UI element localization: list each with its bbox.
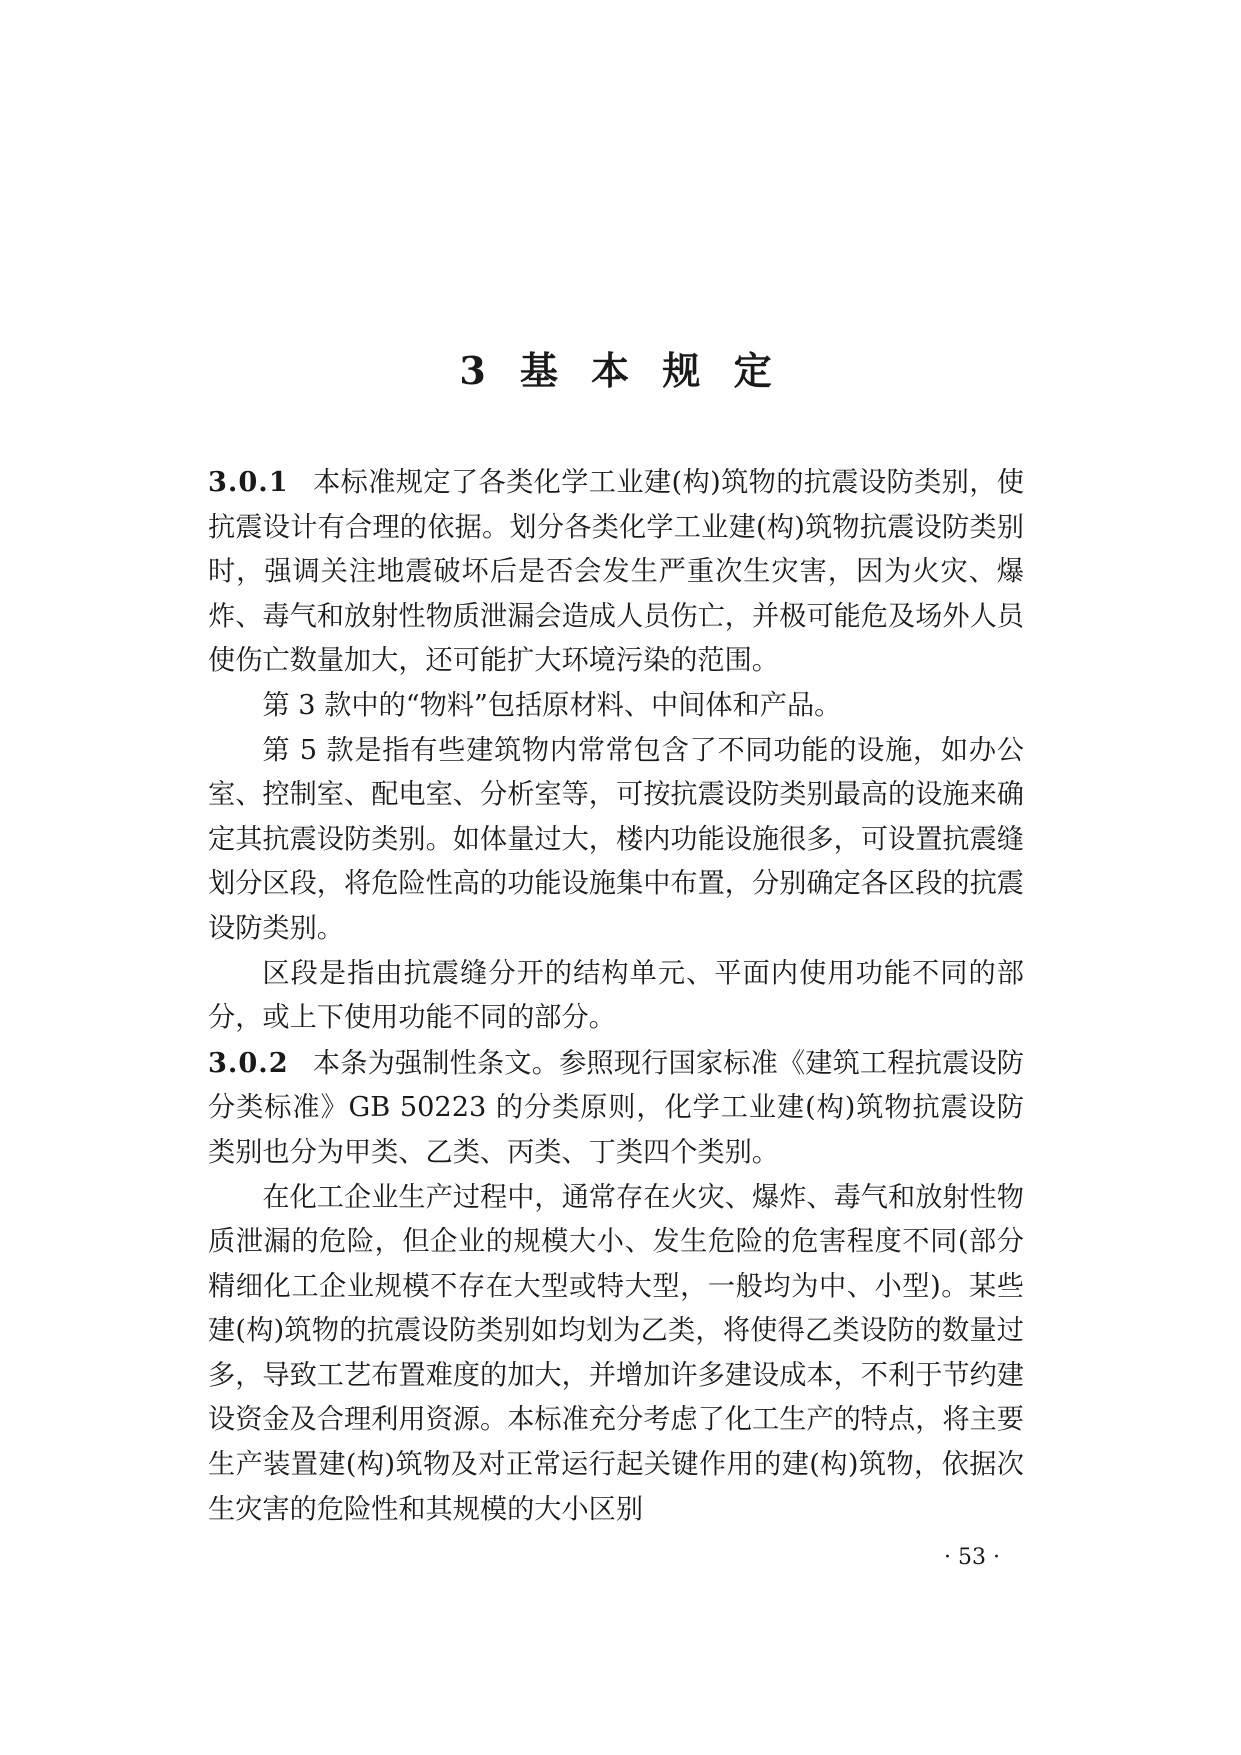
clause-paragraph (208, 460, 1024, 684)
chapter-number: 3 (459, 348, 486, 394)
paragraph: 第 3 款中的“物料”包括原材料、中间体和产品。 (262, 689, 842, 721)
chapter-title-text: 基 本 规 定 (519, 348, 782, 394)
paragraph: 第 5 款是指有些建筑物内常常包含了不同功能的设施，如办公室、控制室、配电室、分析室等，可按抗震设防类别最高的设施来确定其抗震设防类别。如体量过大，楼内功能设施很多，可设置抗震缝划分区段，将危险性高的功能设施集中布置，分别确定各区段的抗震设防类别。 (208, 734, 1024, 944)
clause-number: 3.0.1 (208, 466, 289, 498)
body-text (208, 460, 1024, 1532)
clause-text: 本标准规定了各类化学工业建(构)筑物的抗震设防类别，使抗震设计有合理的依据。划分各类化学工业建(构)筑物抗震设防类别时，强调关注地震破坏后是否会发生严重次生灾害，因为火灾、爆炸、毒气和放射性物质泄漏会造成人员伤亡，并极可能危及场外人员使伤亡数量加大，还可能扩大环境污染的范围。 (208, 467, 1024, 677)
chapter-title (0, 347, 1241, 395)
page-number: · 53 · (944, 1545, 1000, 1570)
clause-text: 本条为强制性条文。参照现行国家标准《建筑工程抗震设防分类标准》GB 50223 的分类原则，化学工业建(构)筑物抗震设防类别也分为甲类、乙类、丙类、丁类四个类别。 (208, 1047, 1024, 1168)
clause-number: 3.0.2 (208, 1046, 289, 1079)
paragraph: 在化工企业生产过程中，通常存在火灾、爆炸、毒气和放射性物质泄漏的危险，但企业的规模大小、发生危险的危害程度不同(部分精细化工企业规模不存在大型或特大型，一般均为中、小型)。某些建(构)筑物的抗震设防类别如均划为乙类，将使得乙类设防的数量过多，导致工艺布置难度的加大，并增加许多建设成本，不利于节约建设资金及合理利用资源。本标准充分考虑了化工生产的特点，将主要生产装置建(构)筑物及对正常运行起关键作用的建(构)筑物，依据次生灾害的危险性和其规模的大小区别 (208, 1181, 1024, 1525)
clause-paragraph (208, 1041, 1024, 1176)
paragraph: 区段是指由抗震缝分开的结构单元、平面内使用功能不同的部分，或上下使用功能不同的部分。 (208, 957, 1024, 1034)
